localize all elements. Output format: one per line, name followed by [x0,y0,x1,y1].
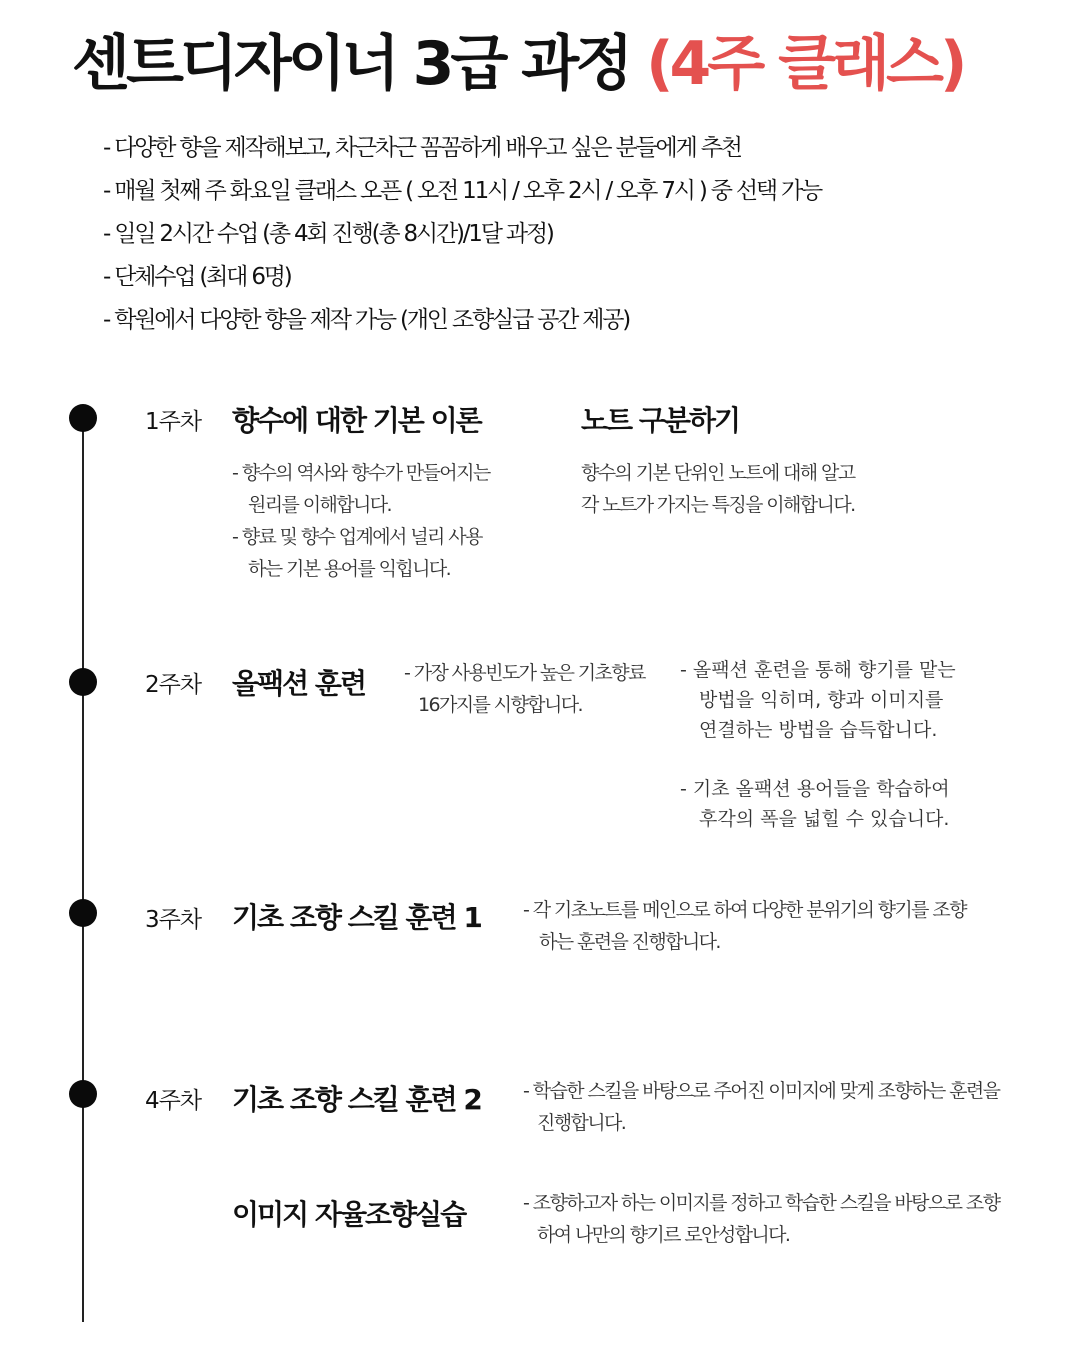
week-1-subheading: 노트 구분하기 [581,404,740,437]
desc-line: 하는 기본 용어를 익힙니다. [248,558,451,580]
summary-item: - 일일 2시간 수업 (총 4회 진행(총 8시간)/1달 과정) [103,221,553,247]
course-summary-list [103,127,821,342]
week-2-label: 2주차 [145,672,202,698]
week-2-description [404,657,645,721]
week-1-description [232,457,490,585]
desc-line: - 조향하고자 하는 이미지를 정하고 학습한 스킬을 바탕으로 조향 [523,1192,1000,1214]
desc-line: 후각의 폭을 넓힐 수 있습니다. [699,808,950,830]
week-4-label: 4주차 [145,1088,202,1114]
desc-line: 진행합니다. [537,1112,626,1134]
desc-line: - 각 기초노트를 메인으로 하여 다양한 분위기의 향기를 조향 [523,899,966,921]
week-1-label: 1주차 [145,409,202,435]
timeline-dot-week-2 [69,668,97,696]
week-3-label: 3주차 [145,907,202,933]
week-4-subheading: 이미지 자율조향실습 [232,1198,466,1231]
desc-line: - 학습한 스킬을 바탕으로 주어진 이미지에 맞게 조향하는 훈련을 [523,1080,1000,1102]
week-2-heading: 올팩션 훈련 [232,667,365,700]
desc-line: 연결하는 방법을 습득합니다. [699,719,938,741]
title-main: 센트디자이너 3급 과정 [72,29,630,99]
desc-line: 16가지를 시향합니다. [418,694,582,716]
desc-line: - 올팩션 훈련을 통해 향기를 맡는 [680,659,956,681]
desc-line: - 향료 및 향수 업계에서 널리 사용 [232,526,482,548]
week-4-image-practice-description [523,1187,999,1251]
timeline-dot-week-3 [69,899,97,927]
week-2-olfaction-description [680,655,956,834]
desc-line: 하는 훈련을 진행합니다. [539,931,720,953]
week-4-heading: 기초 조향 스킬 훈련 2 [232,1083,481,1116]
desc-line: - 향수의 역사와 향수가 만들어지는 [232,462,490,484]
timeline-dot-week-4 [69,1080,97,1108]
title-accent: (4주 클래스) [646,29,964,99]
desc-line: 원리를 이해합니다. [248,494,391,516]
week-4-description [523,1075,999,1139]
desc-line: - 가장 사용빈도가 높은 기초향료 [404,662,645,684]
desc-line: 방법을 익히며, 향과 이미지를 [699,689,944,711]
timeline-dot-week-1 [69,404,97,432]
week-1-note-description [581,457,855,521]
summary-item: - 학원에서 다양한 향을 제작 가능 (개인 조향실급 공간 제공) [103,307,630,333]
desc-line: - 기초 올팩션 용어들을 학습하여 [680,778,950,800]
summary-item: - 단체수업 (최대 6명) [103,264,291,290]
week-3-description [523,894,966,958]
week-1-heading: 향수에 대한 기본 이론 [232,404,481,437]
desc-line: 하여 나만의 향기르 로안성합니다. [537,1224,790,1246]
week-3-heading: 기초 조향 스킬 훈련 1 [232,901,481,934]
desc-line: 각 노트가 가지는 특징을 이해합니다. [581,494,855,516]
timeline-line [82,418,84,1322]
page-title [72,28,963,100]
desc-line: 향수의 기본 단위인 노트에 대해 알고 [581,462,855,484]
summary-item: - 다양한 향을 제작해보고, 차근차근 꼼꼼하게 배우고 싶은 분들에게 추천 [103,135,741,161]
summary-item: - 매월 첫째 주 화요일 클래스 오픈 ( 오전 11시 / 오후 2시 / 오후 7시 ) 중 선택 가능 [103,178,822,204]
